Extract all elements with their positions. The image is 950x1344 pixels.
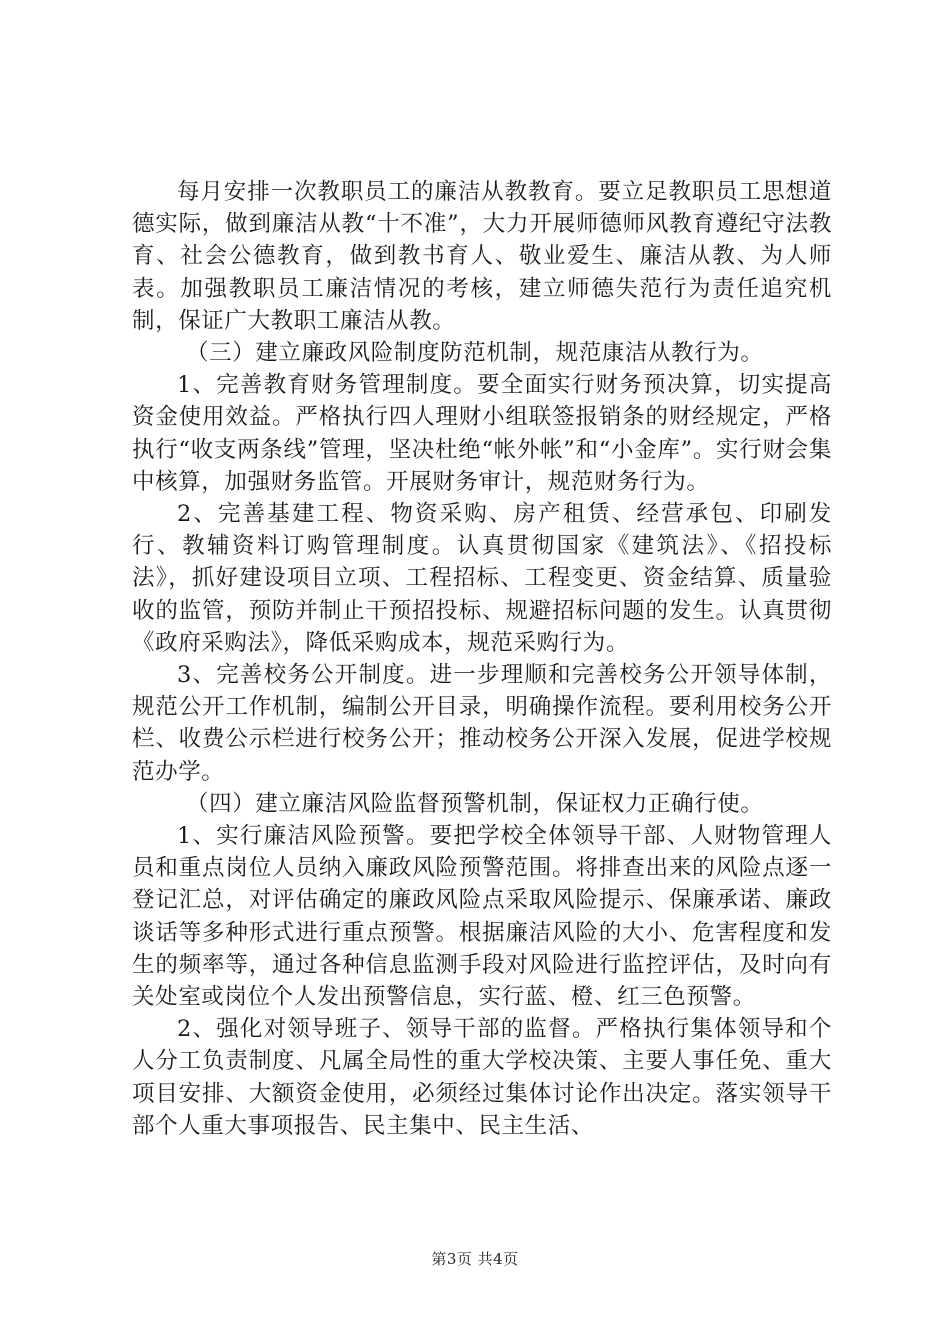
page-number-footer: 第3页 共4页	[431, 1250, 519, 1268]
section-heading-three: （三）建立廉政风险制度防范机制，规范康洁从教行为。	[186, 340, 764, 367]
paragraph-risk-warning: 1、实行廉洁风险预警。要把学校全体领导干部、人财物管理人员和重点岗位人员纳入廉政风险预警范围。将排查出来的风险点逐一登记汇总，对评估确定的廉政风险点采取风险提示、保廉承诺、廉政谈话等多种形式进行重点预警。根据廉洁风险的大小、危害程度和发生的频率等，通过各种信息监测手段对风险进行监控评估，及时向有关处室或岗位个人发出预警信息，实行蓝、橙、红三色预警。	[132, 823, 832, 1011]
paragraph-school-affairs-disclosure: 3、完善校务公开制度。进一步理顺和完善校务公开领导体制，规范公开工作机制，编制公开目录，明确操作流程。要利用校务公开栏、收费公示栏进行校务公开；推动校务公开深入发展，促进学校规范办学。	[132, 662, 832, 785]
paragraph-leadership-supervision: 2、强化对领导班子、领导干部的监督。严格执行集体领导和个人分工负责制度、凡属全局性的重大学校决策、主要人事任免、重大项目安排、大额资金使用，必须经过集体讨论作出决定。落实领导干部个人重大事项报告、民主集中、民主生活、	[132, 1016, 832, 1139]
paragraph-teacher-ethics: 每月安排一次教职员工的廉洁从教教育。要立足教职员工思想道德实际，做到廉洁从教“十不准”，大力开展师德师风教育遵纪守法教育、社会公德教育，做到教书育人、敬业爱生、廉洁从教、为人师表。加强教职员工廉洁情况的考核，建立师德失范行为责任追究机制，保证广大教职工廉洁从教。	[132, 179, 832, 334]
document-body	[132, 176, 832, 1142]
section-heading-four: （四）建立廉洁风险监督预警机制，保证权力正确行使。	[186, 790, 764, 817]
paragraph-finance-system: 1、完善教育财务管理制度。要全面实行财务预决算，切实提高资金使用效益。严格执行四人理财小组联签报销条的财经规定，严格执行“收支两条线”管理，坚决杜绝“帐外帐”和“小金库”。实行财会集中核算，加强财务监管。开展财务审计，规范财务行为。	[132, 372, 832, 495]
paragraph-construction-procurement: 2、完善基建工程、物资采购、房产租赁、经营承包、印刷发行、教辅资料订购管理制度。认真贯彻国家《建筑法》、《招投标法》，抓好建设项目立项、工程招标、工程变更、资金结算、质量验收的监管，预防并制止干预招投标、规避招标问题的发生。认真贯彻《政府采购法》，降低采购成本，规范采购行为。	[132, 501, 832, 656]
